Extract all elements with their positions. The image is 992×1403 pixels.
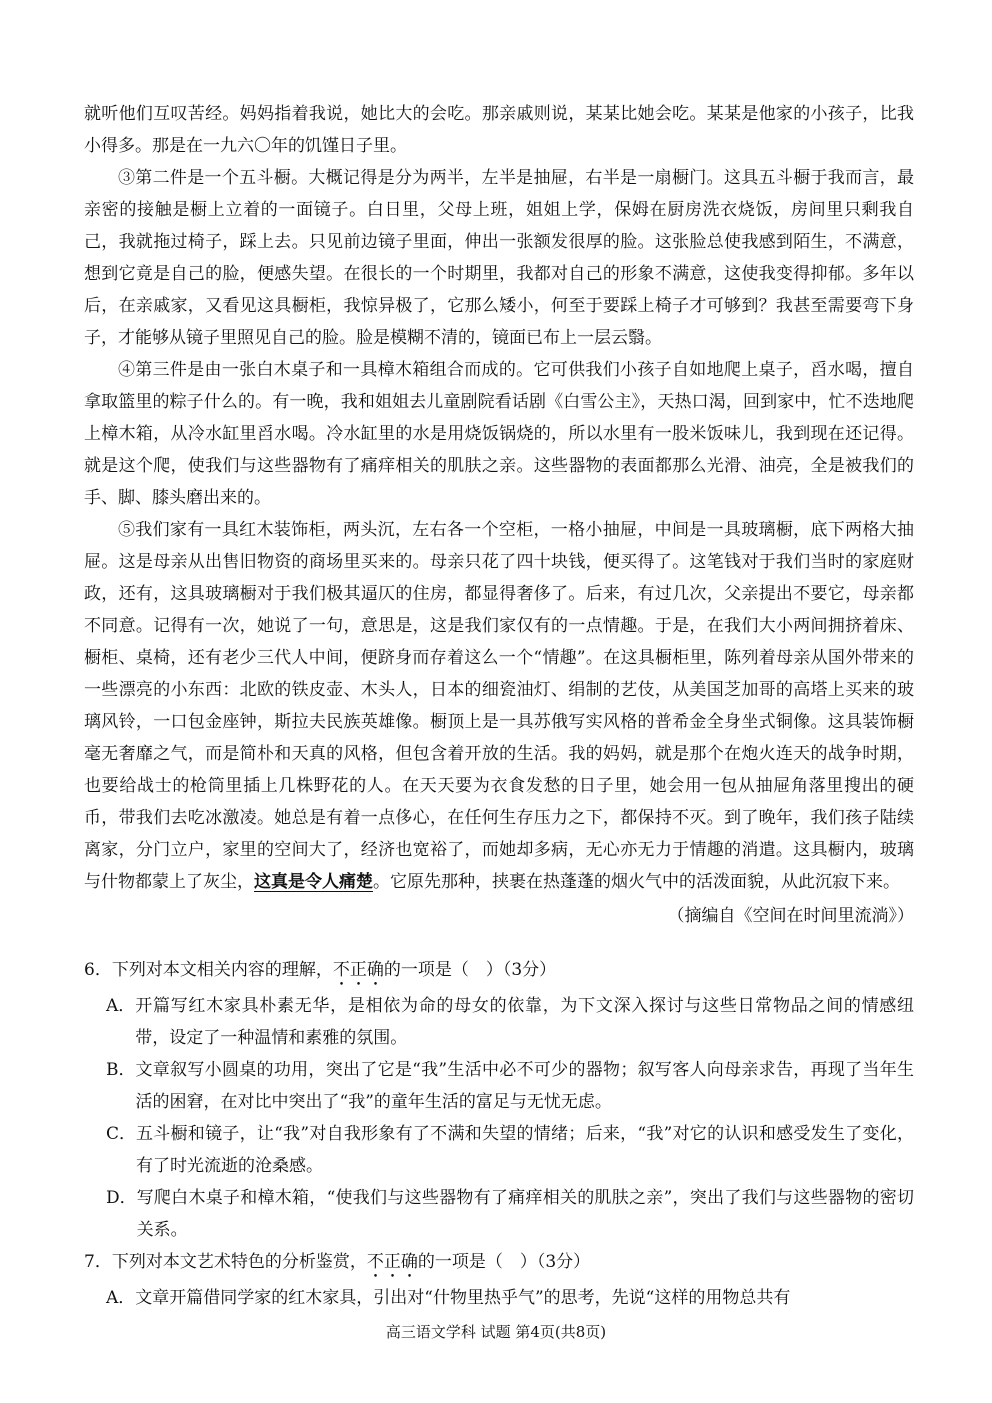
paragraph-5: [84, 514, 914, 898]
option-text: 文章叙写小圆桌的功用，突出了它是“我”生活中必不可少的器物；叙写客人向母亲求告，再现了当年生活的困窘，在对比中突出了“我”的童年生活的富足与无忧无虑。: [135, 1060, 914, 1112]
option-letter: C．: [106, 1124, 137, 1144]
option-text: 写爬白木桌子和樟木箱，“使我们与这些器物有了痛痒相关的肌肤之亲”，突出了我们与这些器物的密切关系。: [136, 1188, 914, 1240]
q6-prefix: 6．下列对本文相关内容的理解，: [84, 960, 333, 980]
question-6-stem: [84, 954, 914, 990]
option-text: 开篇写红木家具朴素无华，是相依为命的母女的依靠，为下文深入探讨与这些日常物品之间的情感纽带，设定了一种温情和素雅的氛围。: [135, 996, 914, 1048]
paragraph-4: ④第三件是由一张白木桌子和一具樟木箱组合而成的。它可供我们小孩子自如地爬上桌子，舀水喝，擅自拿取篮里的粽子什么的。有一晚，我和姐姐去儿童剧院看话剧《白雪公主》，天热口渴，回到家中，忙不迭地爬上樟木箱，从冷水缸里舀水喝。冷水缸里的水是用烧饭锅烧的，所以水里有一股米饭味儿，我到现在还记得。就是这个爬，使我们与这些器物有了痛痒相关的肌肤之亲。这些器物的表面都那么光滑、油亮，全是被我们的手、脚、膝头磨出来的。: [84, 360, 914, 508]
option-letter: D．: [106, 1188, 137, 1208]
q6-option-a: [106, 990, 914, 1054]
q7-emphasis: 不正确: [366, 1252, 418, 1272]
page-footer: 高三语文学科 试题 第4页(共8页): [385, 1323, 607, 1341]
option-letter: B．: [106, 1060, 136, 1080]
q6-option-c: [106, 1118, 914, 1182]
q6-emphasis: 不正确: [332, 960, 384, 980]
q7-suffix: 的一项是（ ）（3分）: [417, 1252, 591, 1272]
paragraph-3: ③第二件是一个五斗橱。大概记得是分为两半，左半是抽屉，右半是一扇橱门。这具五斗橱于我而言，最亲密的接触是橱上立着的一面镜子。白日里，父母上班，姐姐上学，保姆在厨房洗衣烧饭，房间里只剩我自己，我就拖过椅子，踩上去。只见前边镜子里面，伸出一张额发很厚的脸。这张脸总使我感到陌生，不满意，想到它竟是自己的脸，便感失望。在很长的一个时期里，我都对自己的形象不满意，这使我变得抑郁。多年以后，在亲戚家，又看见这具橱柜，我惊异极了，它那么矮小，何至于要踩上椅子才可够到？我甚至需要弯下身子，才能够从镜子里照见自己的脸。脸是模糊不清的，镜面已布上一层云翳。: [84, 168, 914, 348]
question-6: [84, 954, 914, 1246]
option-letter: A．: [106, 1288, 136, 1308]
exam-page: [84, 98, 914, 1314]
q7-option-a: [106, 1282, 914, 1314]
q6-option-d: [106, 1182, 914, 1246]
paragraph-continued: 就听他们互叹苦经。妈妈指着我说，她比大的会吃。那亲戚则说，某某比她会吃。某某是他家的小孩子，比我小得多。那是在一九六〇年的饥馑日子里。: [84, 104, 914, 156]
paragraph-5-text-b: 。它原先那种，挟裹在热蓬蓬的烟火气中的活泼面貌，从此沉寂下来。: [373, 872, 900, 892]
question-7: [84, 1246, 914, 1314]
question-7-stem: [84, 1246, 914, 1282]
q6-suffix: 的一项是（ ）（3分）: [383, 960, 557, 980]
source-citation: （摘编自《空间在时间里流淌》）: [667, 906, 914, 926]
underlined-phrase: 这真是令人痛楚: [254, 872, 373, 892]
option-text: 文章开篇借同学家的红木家具，引出对“什物里热乎气”的思考，先说“这样的用物总共有: [135, 1288, 791, 1308]
option-text: 五斗橱和镜子，让“我”对自我形象有了不满和失望的情绪；后来，“我”对它的认识和感受发生了变化，有了时光流逝的沧桑感。: [136, 1124, 914, 1176]
option-letter: A．: [106, 996, 136, 1016]
paragraph-5-text-a: ⑤我们家有一具红木装饰柜，两头沉，左右各一个空柜，一格小抽屉，中间是一具玻璃橱，底下两格大抽屉。这是母亲从出售旧物资的商场里买来的。母亲只花了四十块钱，便买得了。这笔钱对于我们当时的家庭财政，还有，这具玻璃橱对于我们极其逼仄的住房，都显得奢侈了。后来，有过几次，父亲提出不要它，母亲都不同意。记得有一次，她说了一句，意思是，这是我们家仅有的一点情趣。于是，在我们大小两间拥挤着床、橱柜、桌椅，还有老少三代人中间，便跻身而存着这么一个“情趣”。在这具橱柜里，陈列着母亲从国外带来的一些漂亮的小东西：北欧的铁皮壶、木头人，日本的细瓷油灯、绢制的艺伎，从美国芝加哥的高塔上买来的玻璃风铃，一口包金座钟，斯拉夫民族英雄像。橱顶上是一具苏俄写实风格的普希金全身坐式铜像。这具装饰橱毫无奢靡之气，而是简朴和天真的风格，但包含着开放的生活。我的妈妈，就是那个在炮火连天的战争时期，也要给战士的枪筒里插上几株野花的人。在天天要为衣食发愁的日子里，她会用一包从抽屉角落里搜出的硬币，带我们去吃冰激凌。她总是有着一点侈心，在任何生存压力之下，都保持不灭。到了晚年，我们孩子陆续离家，分门立户，家里的空间大了，经济也宽裕了，而她却多病，无心亦无力于情趣的消遣。这具橱内，玻璃与什物都蒙上了灰尘，: [84, 520, 914, 892]
q7-prefix: 7．下列对本文艺术特色的分析鉴赏，: [84, 1252, 367, 1272]
q6-option-b: [106, 1054, 914, 1118]
